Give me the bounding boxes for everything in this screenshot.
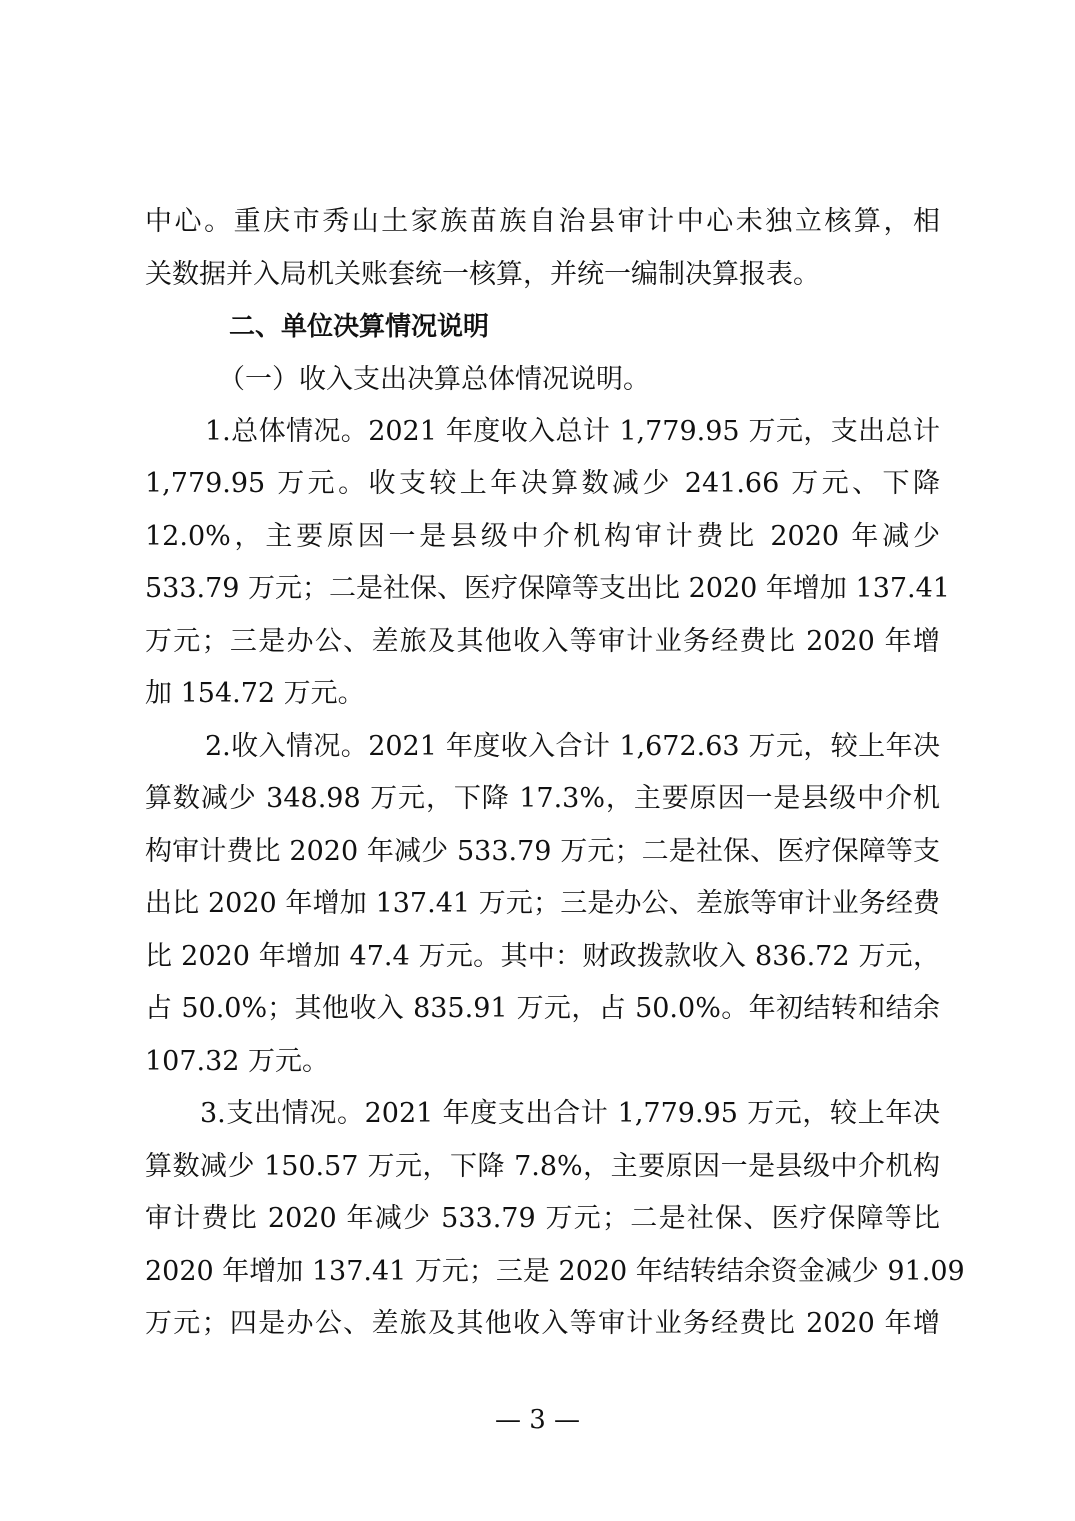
paragraph-line: 1.总体情况。2021 年度收入总计 1,779.95 万元，支出总计	[205, 416, 940, 447]
paragraph-line: 533.79 万元；二是社保、医疗保障等支出比 2020 年增加 137.41	[145, 573, 950, 604]
paragraph-line: 算数减少 150.57 万元，下降 7.8%，主要原因一是县级中介机构	[145, 1151, 940, 1182]
paragraph-line: 构审计费比 2020 年减少 533.79 万元；二是社保、医疗保障等支	[145, 836, 940, 867]
paragraph-line: 2.收入情况。2021 年度收入合计 1,672.63 万元，较上年决	[205, 731, 940, 762]
paragraph-line: 占 50.0%；其他收入 835.91 万元，占 50.0%。年初结转和结余	[145, 993, 940, 1024]
paragraph-line: 3.支出情况。2021 年度支出合计 1,779.95 万元，较上年决	[200, 1098, 940, 1129]
paragraph-line: 12.0%，主要原因一是县级中介机构审计费比 2020 年减少	[145, 521, 940, 552]
paragraph-line: 1,779.95 万元。收支较上年决算数减少 241.66 万元、下降	[145, 468, 940, 499]
section-heading: 二、单位决算情况说明	[229, 312, 490, 342]
paragraph-line: 关数据并入局机关账套统一核算，并统一编制决算报表。	[145, 259, 820, 290]
paragraph-line: 审计费比 2020 年减少 533.79 万元；二是社保、医疗保障等比	[145, 1203, 940, 1234]
subsection-heading: （一）收入支出决算总体情况说明。	[218, 364, 650, 395]
page-number: — 3 —	[494, 1405, 581, 1435]
paragraph-line: 万元；三是办公、差旅及其他收入等审计业务经费比 2020 年增	[145, 626, 940, 657]
paragraph-line: 万元；四是办公、差旅及其他收入等审计业务经费比 2020 年增	[145, 1308, 940, 1339]
paragraph-line: 107.32 万元。	[145, 1046, 330, 1077]
paragraph-line: 出比 2020 年增加 137.41 万元；三是办公、差旅等审计业务经费	[145, 888, 940, 919]
paragraph-line: 算数减少 348.98 万元，下降 17.3%，主要原因一是县级中介机	[145, 783, 940, 814]
paragraph-line: 比 2020 年增加 47.4 万元。其中：财政拨款收入 836.72 万元，	[145, 941, 940, 972]
paragraph-line: 中心。重庆市秀山土家族苗族自治县审计中心未独立核算，相	[145, 206, 940, 237]
paragraph-line: 加 154.72 万元。	[145, 678, 365, 709]
paragraph-line: 2020 年增加 137.41 万元；三是 2020 年结转结余资金减少 91.09	[145, 1256, 965, 1287]
